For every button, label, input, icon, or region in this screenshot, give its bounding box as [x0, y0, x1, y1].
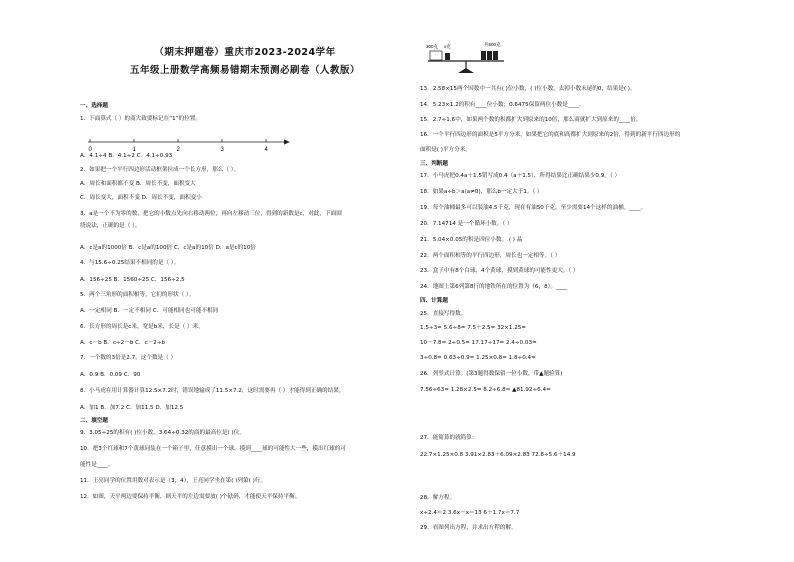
left-question-line: 1．下面算式（ ）的商大致要标记在“1”的位置。 — [80, 116, 201, 122]
number-line-tick-label: 4 — [264, 147, 268, 153]
unknown-weight-block — [445, 53, 450, 60]
right-question-line: 20．7.14714 是一个循环小数。（ ） — [420, 221, 513, 227]
right-question-line: 7.56÷63= 1.28×2.5= 8.2÷6.8≈ ▲81.92÷6.4= — [420, 387, 551, 393]
right-question-line: 24．地图上第6列第8行的地铁所在的位置为（6，8）。____ — [420, 284, 568, 290]
right-section-heading: 四、计算题 — [420, 298, 448, 304]
left-weight-block — [430, 51, 442, 60]
left-question-line: A．周长和面积都不变 B．周长不变，面积变大 — [80, 181, 196, 187]
right-column — [420, 0, 780, 562]
left-question-line: 能性是____。 — [80, 462, 114, 468]
left-question-line: A．4.1÷4 B．4.1÷2 C．4.1÷0.93 — [80, 153, 173, 159]
left-question-line: 9．3.05÷25的积有( )位小数，3.64÷0.32的商的最高位是( )位。 — [80, 430, 245, 436]
exam-title-line2: 五年级上册数学高频易错期末预测必刷卷（人教版） — [129, 65, 360, 76]
right-question-line: 13．2.58×15两个因数中一共有( )位小数，( )位小数，去掉小数末尾的0，结果是( )。 — [420, 86, 636, 92]
right-section-heading: 三、判断题 — [420, 161, 448, 167]
number-line-tick-label: 1 — [132, 147, 136, 153]
right-question-line: 面积是( )平方分米。 — [420, 147, 471, 153]
left-question-line: 11．王亮同学的位置用数对表示是（3，4），王亮同学坐在第( )列第( )行。 — [80, 478, 266, 484]
right-question-line: 21．5.04×0.05的积是四位小数。 ( ) 晶 — [420, 237, 523, 243]
left-question-line: A．c－b B．c÷2－b C．c－2÷b — [80, 340, 166, 346]
right-question-line: 16．一个平行四边形的面积是5平方分米，如果把它的底和高都扩大到原来的2倍，得到的新平行四边形的 — [420, 132, 681, 138]
right-question-line: 15．2.7÷1.6中，如果两个数的积都扩大到原来的10倍，那么商就扩大到原来的____倍。 — [420, 117, 642, 123]
left-question-line: 绕说法，正确的是（ ）。 — [80, 223, 141, 229]
right-question-line: 29．看图列出方程，并求出方程的解。 — [420, 525, 517, 531]
balance-scale-figure — [426, 42, 516, 74]
number-line-figure — [84, 134, 294, 156]
exam-title-line1: （期末押题卷）重庆市2023-2024学年 — [154, 47, 336, 58]
right-question-line: 28．解方程。 — [420, 495, 456, 501]
right-question-line: 1.5÷3= 5.6÷8= 7.5＋2.5= 32×1.25= — [420, 325, 527, 331]
right-weight-block-2 — [487, 51, 492, 60]
right-question-line: 17．小马虎把0.4a＋1.5错写成0.4（a＋1.5），所得结果比正确结果少0.9。（ ） — [420, 173, 621, 179]
left-question-line: 8．小马虎在用计算器计算12.5×7.2时，错误地输成了11.5×7.2，这时需要再（ ）才能得到正确的结果。 — [80, 388, 345, 394]
left-question-line: A．c是a的1000倍 B．c是a的100倍 C．c是a的10倍 D．a是c的10倍 — [80, 245, 256, 251]
number-line-tick-label: 3 — [220, 147, 224, 153]
left-question-line: A．加1 B．加7.2 C．加11.5 D．加12.5 — [80, 405, 184, 411]
right-question-line: 10－7.8= 2÷0.5= 17.17÷17= 2.4÷0.03= — [420, 340, 537, 346]
left-section-heading: 一、选择题 — [80, 103, 108, 109]
right-question-line: 3÷0.8= 0.63÷0.9= 1.25×0.8= 1.8÷0.4= — [420, 355, 536, 361]
left-question-line: 5．两个三角形的面积相等，它们的形状（ ）。 — [80, 292, 195, 298]
number-line-tick-label: 0 — [88, 147, 92, 153]
right-question-line: 14．5.23×1.2的积有____位小数；0.6475保留两位小数是____。 — [420, 102, 585, 108]
right-question-line: 25．直接写得数。 — [420, 311, 467, 317]
number-line-arrow — [284, 140, 290, 145]
left-question-line: 3．a是一个不为零的数，把它的小数点先向右移动两位，再向左移动三位，得到的新数是c，对此，下面围 — [80, 211, 342, 217]
left-column — [80, 0, 410, 562]
right-weight-label: 共500克 — [484, 42, 501, 47]
right-question-line: 18．如果a÷b＞a(a≠0)，那么b一定大于1。（ ） — [420, 189, 543, 195]
left-question-line: 10．把3个红球和7个黄球同装在一个箱子里，任意摸出一个球，摸到____球的可能性大一些，摸出红球的可 — [80, 446, 346, 452]
right-weight-block-3 — [493, 51, 498, 60]
left-question-line: A．一定相同 B．一定不相同 C．可能相同也可能不相同 — [80, 308, 219, 314]
right-question-line: 26．列竖式计算。(第3题得数保留一位小数，带▲题验算) — [420, 371, 563, 377]
right-question-line: 23．盒子中有8个白球，4个黄球，摸到黄球的可能性更大。（ ） — [420, 268, 579, 274]
left-question-line: A．156÷25 B．1560÷25 C．156÷2.5 — [80, 277, 185, 283]
left-question-line: 12．如图，天平两边要保持平衡，则天平的左边需要放( )个砝码，才能使天平保持平衡。 — [80, 494, 301, 500]
left-question-line: 4．与15.6÷0.25结果不相同的是（ ）。 — [80, 260, 180, 266]
right-weight-block-1 — [481, 51, 486, 60]
right-question-line: 19．每个油桶最多可以装油4.5千克，现在有油50千克，至少需要14个这样的油桶。____。 — [420, 205, 647, 211]
right-question-line: 22.7×1.25×0.8 3.91×2.83＋6.09×2.83 72.8÷5.6＋14.9 — [420, 452, 576, 458]
left-question-line: C．周长变大，面积不变 D．周长不变，面积变小 — [80, 195, 202, 201]
left-question-line: 6．长方形的周长是c米，宽是b米，长是（ ）米。 — [80, 324, 204, 330]
left-question-line: A．0.9 B．0.09 C．90 — [80, 372, 141, 378]
number-line-tick-label: 2 — [176, 147, 180, 153]
left-section-heading: 二、填空题 — [80, 418, 108, 424]
unknown-weight-label: x克 — [444, 44, 451, 49]
left-weight-label: 300克 — [426, 44, 439, 49]
left-question-line: 7．一个数的3倍是2.7，这个数是（ ） — [80, 355, 177, 361]
right-question-line: x÷2.4＝2 3.6x－x＝13 6＋1.7x＝7.7 — [420, 510, 520, 516]
left-question-line: 2．如果把一个平行四边形活动框架拉成一个长方形，那么（ ）。 — [80, 167, 240, 173]
scale-base — [458, 68, 474, 73]
right-question-line: 22．两个面积相等的平行四边形，周长也一定相等。（ ） — [420, 253, 561, 259]
right-question-line: 27．能简算的就简算： — [420, 435, 478, 441]
